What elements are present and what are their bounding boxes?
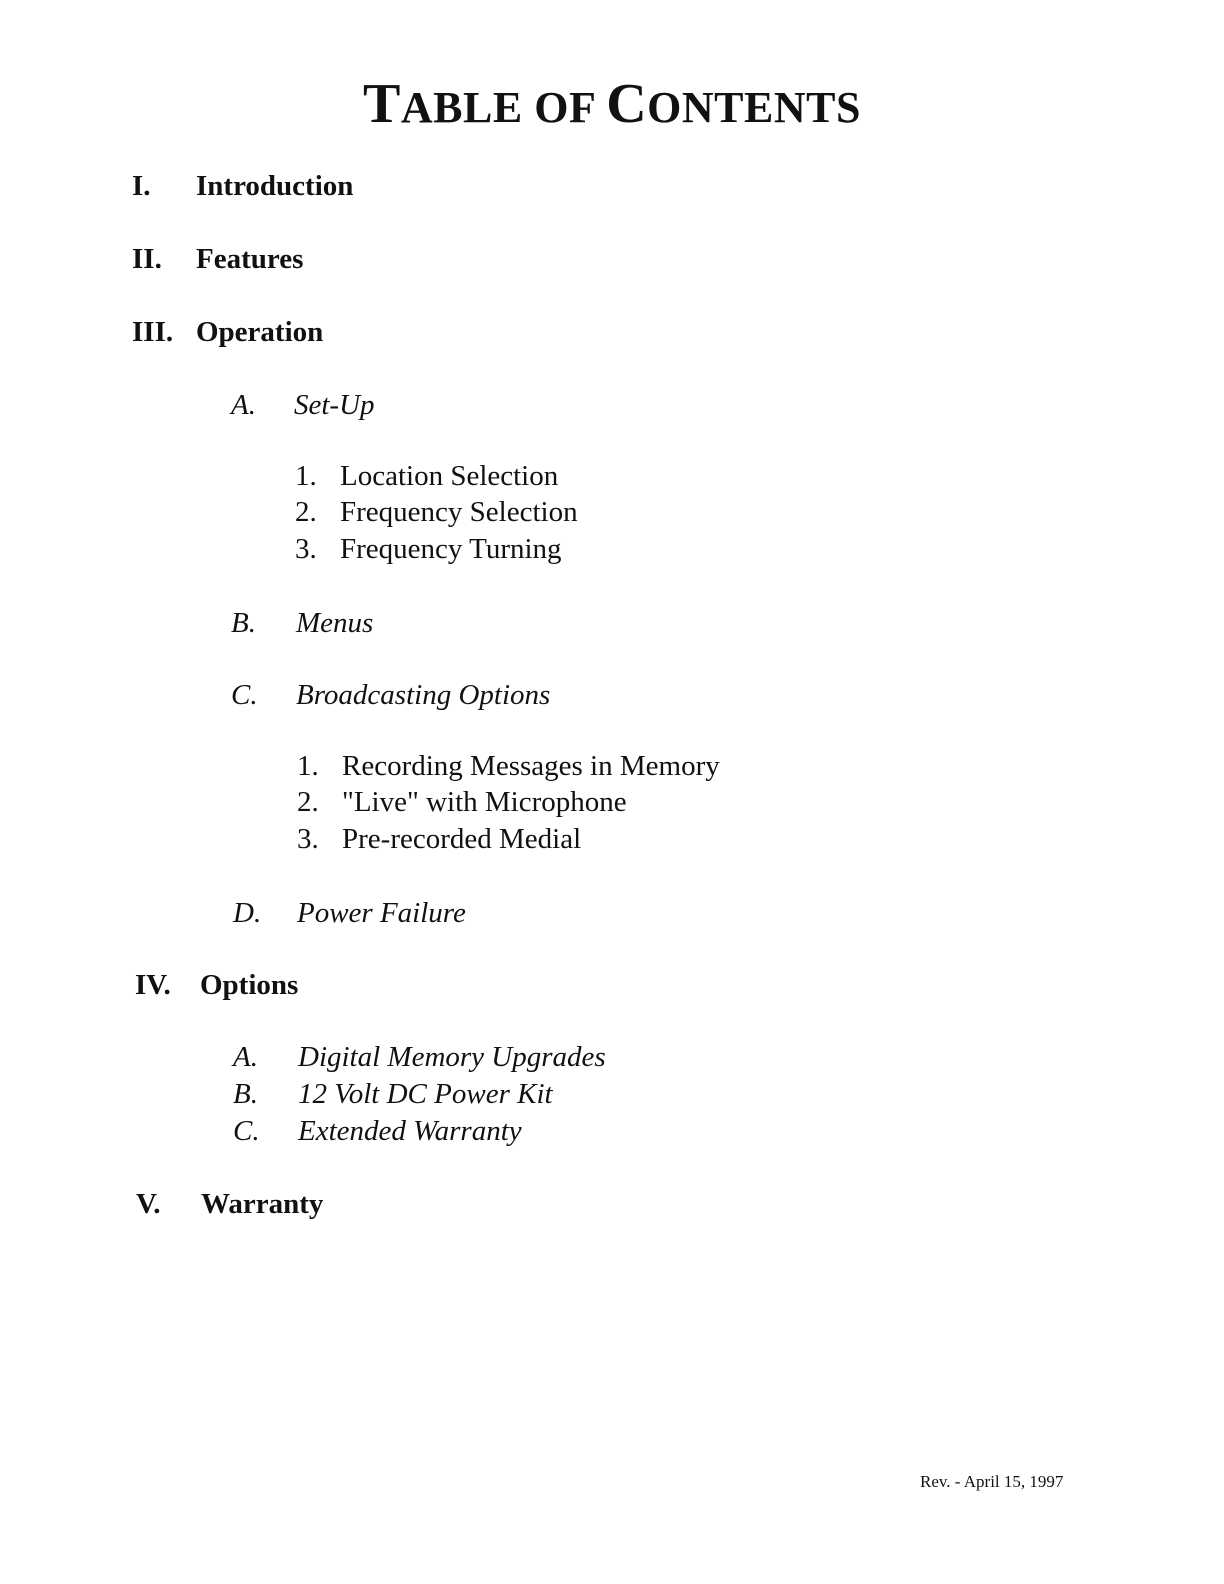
section-title-operation: Operation — [196, 316, 324, 348]
item-number: 2. — [295, 496, 317, 528]
item-number: 1. — [297, 750, 319, 782]
subsection-letter: A. — [233, 1041, 258, 1073]
item-title-live-with-microphone: "Live" with Microphone — [342, 786, 627, 818]
revision-date: Rev. - April 15, 1997 — [920, 1472, 1064, 1491]
subsection-title-menus: Menus — [296, 607, 374, 639]
subsection-letter: B. — [231, 607, 256, 639]
subsection-title-set-up: Set-Up — [294, 389, 375, 421]
section-number: II. — [132, 243, 162, 275]
item-number: 2. — [297, 786, 319, 818]
section-number: III. — [132, 316, 174, 348]
subsection-title-12-volt-dc-power-kit: 12 Volt DC Power Kit — [298, 1078, 553, 1110]
item-title-frequency-selection: Frequency Selection — [340, 496, 578, 528]
page-title: TABLE OF CONTENTS — [363, 73, 861, 135]
subsection-letter: B. — [233, 1078, 258, 1110]
subsection-title-extended-warranty: Extended Warranty — [298, 1115, 522, 1147]
item-number: 1. — [295, 460, 317, 492]
section-title-features: Features — [196, 243, 304, 275]
item-title-pre-recorded-medial: Pre-recorded Medial — [342, 823, 582, 855]
subsection-title-broadcasting-options: Broadcasting Options — [296, 679, 551, 711]
section-number: V. — [136, 1188, 161, 1220]
subsection-title-power-failure: Power Failure — [297, 897, 466, 929]
item-number: 3. — [297, 823, 319, 855]
subsection-letter: C. — [233, 1115, 260, 1147]
section-title-introduction: Introduction — [196, 170, 354, 202]
item-number: 3. — [295, 533, 317, 565]
item-title-location-selection: Location Selection — [340, 460, 559, 492]
section-title-warranty: Warranty — [201, 1188, 324, 1220]
subsection-title-digital-memory-upgrades: Digital Memory Upgrades — [298, 1041, 606, 1073]
section-number: I. — [132, 170, 151, 202]
subsection-letter: C. — [231, 679, 258, 711]
section-title-options: Options — [200, 969, 299, 1001]
section-number: IV. — [135, 969, 171, 1001]
item-title-recording-messages: Recording Messages in Memory — [342, 750, 720, 782]
item-title-frequency-turning: Frequency Turning — [340, 533, 562, 565]
subsection-letter: D. — [233, 897, 262, 929]
subsection-letter: A. — [231, 389, 256, 421]
